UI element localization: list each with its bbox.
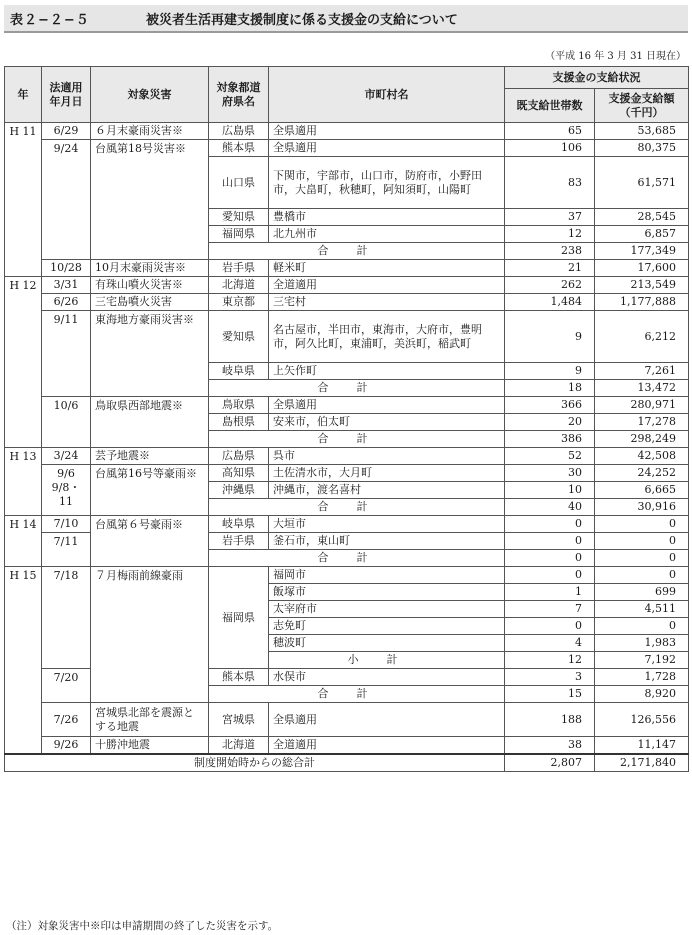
households-cell: 238 [505, 243, 595, 260]
amount-cell: 177,349 [595, 243, 689, 260]
households-cell: 38 [505, 737, 595, 755]
title-bar [4, 5, 688, 33]
municipality-cell: 穂波町 [269, 635, 505, 652]
households-cell: 20 [505, 414, 595, 431]
prefecture-cell: 島根県 [209, 414, 269, 431]
prefecture-cell: 岩手県 [209, 533, 269, 550]
municipality-cell: 水俣市 [269, 669, 505, 686]
header-prefecture: 対象都道府県名 [209, 67, 269, 123]
households-cell: 3 [505, 669, 595, 686]
municipality-cell: 軽米町 [269, 260, 505, 277]
date-cell: 7/11 [42, 533, 91, 567]
amount-cell: 213,549 [595, 277, 689, 294]
amount-cell: 6,665 [595, 482, 689, 499]
prefecture-cell: 山口県 [209, 157, 269, 209]
municipality-cell: 全県適用 [269, 123, 505, 140]
amount-cell: 24,252 [595, 465, 689, 482]
prefecture-cell: 広島県 [209, 123, 269, 140]
households-cell: 262 [505, 277, 595, 294]
as-of-date: （平成 16 年 3 月 31 日現在） [545, 51, 686, 62]
date-cell: 3/24 [42, 448, 91, 465]
total-label: 合計 [209, 550, 505, 567]
header-date: 法適用年月日 [42, 67, 91, 123]
table-title: 被災者生活再建支援制度に係る支援金の支給について [146, 13, 458, 28]
support-payment-table [4, 66, 689, 772]
table-row [5, 277, 689, 294]
disaster-cell: 台風第６号豪雨※ [91, 516, 209, 567]
municipality-cell: 上矢作町 [269, 363, 505, 380]
prefecture-cell: 愛知県 [209, 209, 269, 226]
households-cell: 37 [505, 209, 595, 226]
disaster-cell: 東海地方豪雨災害※ [91, 311, 209, 397]
amount-cell: 1,177,888 [595, 294, 689, 311]
amount-cell: 13,472 [595, 380, 689, 397]
prefecture-cell: 宮城県 [209, 703, 269, 737]
prefecture-cell: 北海道 [209, 737, 269, 755]
amount-cell: 53,685 [595, 123, 689, 140]
municipality-cell: 全県適用 [269, 703, 505, 737]
table-row [5, 703, 689, 737]
prefecture-cell: 高知県 [209, 465, 269, 482]
households-cell: 10 [505, 482, 595, 499]
total-label: 合計 [209, 499, 505, 516]
households-cell: 0 [505, 618, 595, 635]
municipality-cell: 呉市 [269, 448, 505, 465]
footnote: （注）対象災害中※印は申請期間の終了した災害を示す。 [6, 920, 279, 932]
households-cell: 83 [505, 157, 595, 209]
total-label: 合計 [209, 243, 505, 260]
prefecture-cell: 岐阜県 [209, 363, 269, 380]
disaster-cell: 台風第16号等豪雨※ [91, 465, 209, 516]
header-municipality: 市町村名 [269, 67, 505, 123]
amount-cell: 28,545 [595, 209, 689, 226]
prefecture-cell: 鳥取県 [209, 397, 269, 414]
amount-cell: 6,212 [595, 311, 689, 363]
amount-cell: 17,278 [595, 414, 689, 431]
year-cell: H 11 [5, 123, 42, 277]
prefecture-cell: 岐阜県 [209, 516, 269, 533]
households-cell: 0 [505, 533, 595, 550]
date-cell: 9/24 [42, 140, 91, 260]
households-cell: 15 [505, 686, 595, 703]
total-label: 合計 [209, 686, 505, 703]
prefecture-cell: 福岡県 [209, 567, 269, 669]
amount-cell: 7,192 [595, 652, 689, 669]
households-cell: 106 [505, 140, 595, 157]
municipality-cell: 三宅村 [269, 294, 505, 311]
households-cell: 18 [505, 380, 595, 397]
grand-total-row [5, 754, 689, 772]
households-cell: 12 [505, 652, 595, 669]
table-row [5, 516, 689, 533]
municipality-cell: 安来市，伯太町 [269, 414, 505, 431]
households-cell: 0 [505, 567, 595, 584]
table-number: 表２−２−５ [10, 13, 90, 28]
amount-cell: 280,971 [595, 397, 689, 414]
header-amount: 支援金支給額（千円） [595, 89, 689, 123]
amount-cell: 699 [595, 584, 689, 601]
households-cell: 1 [505, 584, 595, 601]
year-cell: H 12 [5, 277, 42, 448]
header-year: 年 [5, 67, 42, 123]
amount-cell: 11,147 [595, 737, 689, 755]
amount-cell: 1,728 [595, 669, 689, 686]
households-cell: 9 [505, 363, 595, 380]
municipality-cell: 北九州市 [269, 226, 505, 243]
date-cell: 6/29 [42, 123, 91, 140]
disaster-cell: 芸予地震※ [91, 448, 209, 465]
amount-cell: 2,171,840 [595, 754, 689, 772]
prefecture-cell: 福岡県 [209, 226, 269, 243]
amount-cell: 0 [595, 533, 689, 550]
amount-cell: 0 [595, 567, 689, 584]
households-cell: 9 [505, 311, 595, 363]
municipality-cell: 大垣市 [269, 516, 505, 533]
households-cell: 0 [505, 550, 595, 567]
header-row [5, 67, 689, 89]
prefecture-cell: 熊本県 [209, 669, 269, 686]
amount-cell: 126,556 [595, 703, 689, 737]
municipality-cell: 飯塚市 [269, 584, 505, 601]
date-cell: 9/26 [42, 737, 91, 755]
amount-cell: 4,511 [595, 601, 689, 618]
households-cell: 2,807 [505, 754, 595, 772]
table-row [5, 567, 689, 584]
prefecture-cell: 広島県 [209, 448, 269, 465]
table-row [5, 294, 689, 311]
municipality-cell: 全道適用 [269, 277, 505, 294]
year-cell: H 13 [5, 448, 42, 516]
municipality-cell: 下関市，宇部市，山口市，防府市，小野田市，大畠町，秋穂町，阿知須町，山陽町 [269, 157, 505, 209]
municipality-cell: 豊橋市 [269, 209, 505, 226]
date-cell: 6/26 [42, 294, 91, 311]
amount-cell: 30,916 [595, 499, 689, 516]
total-label: 合計 [209, 431, 505, 448]
year-cell: H 15 [5, 567, 42, 755]
households-cell: 40 [505, 499, 595, 516]
subtotal-label: 小計 [269, 652, 505, 669]
table-row [5, 140, 689, 157]
table-row [5, 123, 689, 140]
disaster-cell: 三宅島噴火災害 [91, 294, 209, 311]
amount-cell: 0 [595, 618, 689, 635]
amount-cell: 0 [595, 550, 689, 567]
disaster-cell: 十勝沖地震 [91, 737, 209, 755]
table-row [5, 465, 689, 482]
amount-cell: 0 [595, 516, 689, 533]
date-cell: 10/6 [42, 397, 91, 448]
households-cell: 52 [505, 448, 595, 465]
amount-cell: 42,508 [595, 448, 689, 465]
prefecture-cell: 岩手県 [209, 260, 269, 277]
date-cell: 9/6 9/8・11 [42, 465, 91, 516]
amount-cell: 1,983 [595, 635, 689, 652]
municipality-cell: 志免町 [269, 618, 505, 635]
total-label: 合計 [209, 380, 505, 397]
disaster-cell: 鳥取県西部地震※ [91, 397, 209, 448]
households-cell: 366 [505, 397, 595, 414]
disaster-cell: 宮城県北部を震源とする地震 [91, 703, 209, 737]
households-cell: 1,484 [505, 294, 595, 311]
header-status: 支援金の支給状況 [505, 67, 689, 89]
households-cell: 386 [505, 431, 595, 448]
header-households: 既支給世帯数 [505, 89, 595, 123]
municipality-cell: 全県適用 [269, 397, 505, 414]
disaster-cell: 有珠山噴火災害※ [91, 277, 209, 294]
header-disaster: 対象災害 [91, 67, 209, 123]
households-cell: 21 [505, 260, 595, 277]
prefecture-cell: 熊本県 [209, 140, 269, 157]
date-cell: 7/18 [42, 567, 91, 669]
households-cell: 188 [505, 703, 595, 737]
amount-cell: 7,261 [595, 363, 689, 380]
year-cell: H 14 [5, 516, 42, 567]
municipality-cell: 福岡市 [269, 567, 505, 584]
households-cell: 30 [505, 465, 595, 482]
date-cell: 3/31 [42, 277, 91, 294]
municipality-cell: 全県適用 [269, 140, 505, 157]
municipality-cell: 全道適用 [269, 737, 505, 755]
households-cell: 4 [505, 635, 595, 652]
amount-cell: 61,571 [595, 157, 689, 209]
municipality-cell: 太宰府市 [269, 601, 505, 618]
table-row [5, 260, 689, 277]
households-cell: 12 [505, 226, 595, 243]
municipality-cell: 沖縄市，渡名喜村 [269, 482, 505, 499]
table-row [5, 448, 689, 465]
households-cell: 65 [505, 123, 595, 140]
grand-total-label: 制度開始時からの総合計 [5, 754, 505, 772]
amount-cell: 80,375 [595, 140, 689, 157]
disaster-cell: ７月梅雨前線豪雨 [91, 567, 209, 703]
municipality-cell: 土佐清水市，大月町 [269, 465, 505, 482]
date-cell: 10/28 [42, 260, 91, 277]
amount-cell: 8,920 [595, 686, 689, 703]
date-cell: 7/26 [42, 703, 91, 737]
disaster-cell: 台風第18号災害※ [91, 140, 209, 260]
amount-cell: 17,600 [595, 260, 689, 277]
date-cell: 9/11 [42, 311, 91, 397]
prefecture-cell: 沖縄県 [209, 482, 269, 499]
prefecture-cell: 東京都 [209, 294, 269, 311]
disaster-cell: ６月末豪雨災害※ [91, 123, 209, 140]
municipality-cell: 釜石市，東山町 [269, 533, 505, 550]
date-cell: 7/20 [42, 669, 91, 703]
households-cell: 0 [505, 516, 595, 533]
disaster-cell: 10月末豪雨災害※ [91, 260, 209, 277]
table-container [4, 66, 688, 772]
amount-cell: 298,249 [595, 431, 689, 448]
table-row [5, 737, 689, 755]
prefecture-cell: 北海道 [209, 277, 269, 294]
date-cell: 7/10 [42, 516, 91, 533]
amount-cell: 6,857 [595, 226, 689, 243]
table-row [5, 311, 689, 363]
municipality-cell: 名古屋市，半田市，東海市，大府市，豊明市，阿久比町，東浦町，美浜町，稲武町 [269, 311, 505, 363]
prefecture-cell: 愛知県 [209, 311, 269, 363]
households-cell: 7 [505, 601, 595, 618]
table-row [5, 397, 689, 414]
